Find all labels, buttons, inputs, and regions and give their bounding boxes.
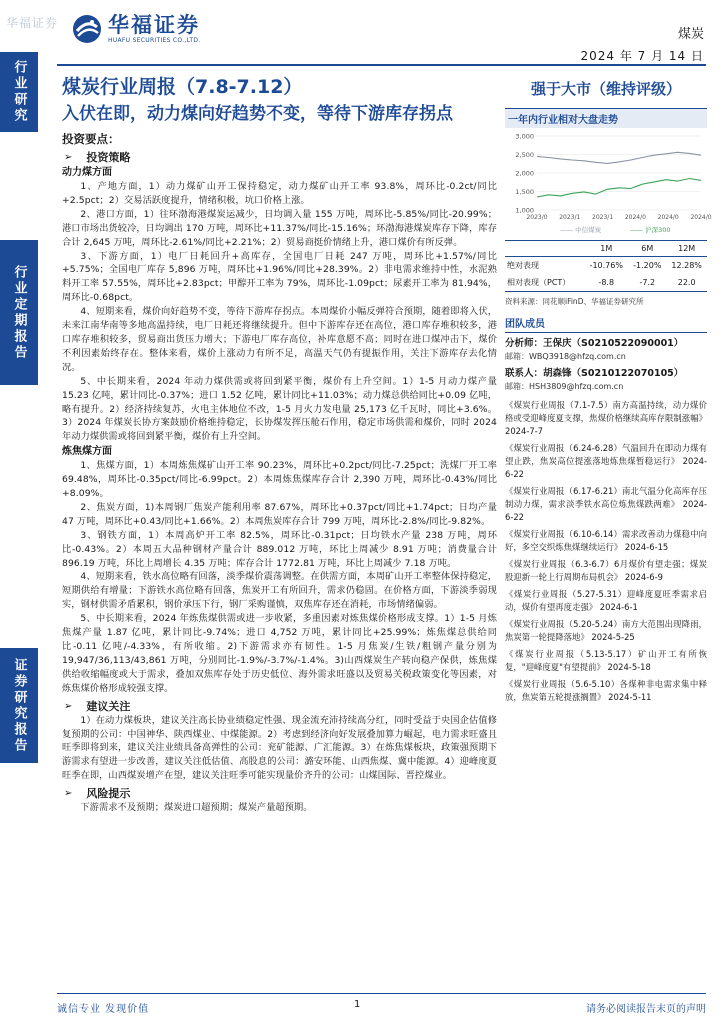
related-reports (505, 399, 707, 704)
related-report-item[interactable]: 《煤炭行业周报（5.27-5.31）迎峰度夏旺季需求启动，煤价有望再度走强》 2024-6-1 (505, 589, 707, 612)
section-heading-suggestion: ➢ 建议关注 (64, 699, 131, 713)
main-content (62, 74, 497, 815)
side-tab-industry-research: 行业研究 (0, 52, 38, 132)
thermal-paragraph: 2、港口方面，1）往环渤海港煤炭运减少，日均调入量 155 万吨，周环比-5.85%/同比-20.99%；港口市场出货较冷，日均调出 170 万吨，周环比+11.37%/同比-15.16%；环渤海港煤炭库存下降，库存合计 2,645 万吨，周环比-2.61%/同比+2.21%；2）贸易商挺价情绪上升，港口煤价有所反弹。 (62, 208, 497, 248)
legend-entry: —— 中信煤炭 (560, 226, 602, 234)
related-report-item[interactable]: 《煤炭行业周报（6.24-6.28）气温回升在即动力煤有望止跌，焦炭高位提涨落地炼焦煤暂稳运行》 2024-6-22 (505, 443, 707, 479)
side-tab-periodic-report: 行业定期报告 (0, 240, 38, 385)
table-header (505, 241, 584, 257)
thermal-paragraph: 1、产地方面，1）动力煤矿山开工保持稳定，动力煤矿山开工率 93.8%，周环比-0.2ct/同比+2.5pct；2）交易活跃度提升，情绪积极，坑口价格上涨。 (62, 181, 497, 206)
related-report-item[interactable]: 《煤炭行业周报（5.6-5.10）各煤种非电需求集中释放，焦炭第五轮提涨搁置》 2024-5-11 (505, 679, 707, 702)
arrow-icon: ➢ (64, 788, 73, 800)
rating-label: 强于大市（维持评级） (530, 80, 681, 98)
x-tick-label: 2023/1 (592, 214, 614, 221)
side-tab-securities-report: 证券研究报告 (0, 648, 38, 763)
table-cell: 绝对表现 (507, 261, 539, 270)
table-cell: -8.8 (584, 274, 628, 292)
table-header: 1M (584, 241, 628, 257)
coking-coal-heading: 炼焦煤方面 (62, 446, 112, 458)
investment-highlights-label: 投资要点： (62, 132, 120, 146)
table-row (505, 257, 707, 275)
related-report-item[interactable]: 《煤炭行业周报（7.1-7.5）南方高温持续，动力煤价格或受迎峰度夏支撑，焦煤价格继续高库存限制涨幅》 2024-7-7 (505, 400, 707, 436)
company-logo (72, 13, 201, 44)
thermal-paragraph: 4、短期来看，煤价向好趋势不变，等待下游库存拐点。本周煤价小幅反弹符合预期，随着即将入伏，未来江南华南等多地高温持续，电厂日耗还将继续提升。但中下游库存还在高位，港口库存堆积较多，港口库存堆积较多，贸易商出货压力增大；下游电厂库存高位，补库意愿不高；同时在进口煤冲击下，煤价不利因素始终存在。整体来看，煤价上涨动力有所不足，高温天气仍有提振作用，关注下游库存去化情况。 (62, 306, 497, 373)
related-report-item[interactable]: 《煤炭行业周报（6.3-6.7）6月煤价有望走强；煤炭股迎新一轮上行周期布局机会》 2024-6-9 (505, 559, 707, 582)
series-line (537, 152, 701, 163)
y-tick-label: 2,500 (515, 151, 534, 159)
section-heading-risk: ➢ 风险提示 (64, 787, 131, 801)
related-report-item[interactable]: 《煤炭行业周报（6.10-6.14）需求改善动力煤稳中向好，多空交织炼焦煤继续运行》 2024-6-15 (505, 529, 707, 552)
sidebar (505, 74, 712, 708)
coking-paragraph: 3、钢铁方面，1）本周高炉开工率 82.5%，周环比-0.31pct；日均铁水产量 238 万吨，周环比-0.43%。2）本周五大品种钢材产量合计 889.012 万吨，环比上周减少 8.91 万吨；消费量合计 896.19 万吨，环比上周增长 4.35 万吨；库存合计 1772.81 万吨，环比上周减少 7.18 万吨。 (62, 529, 497, 569)
table-cell: -10.76% (589, 261, 623, 270)
related-report-item[interactable]: 《煤炭行业周报（5.20-5.24）南方大范围出现降雨，焦炭第一轮提降落地》 2024-5-25 (505, 619, 707, 642)
y-tick-label: 2,000 (515, 169, 534, 178)
thermal-paragraph: 5、中长期来看，2024 年动力煤供需或将回到紧平衡，煤价有上升空间。1）1-5 月动力煤产量 15.23 亿吨，累计同比-0.37%；进口 1.52 亿吨，累计同比+11.03%；动力煤总供给同比+0.09 亿吨，略有提升。2）经济持续复苏，火电主体地位不改，1-5 月火力发电量 25,173 亿千瓦时，同比+3.6%。3）2024 年煤炭长协方案鼓励价格维持稳定，长协煤发挥压舱石作用，稳定市场供需和煤价，同时 2024 年动力煤供需或将回到紧平衡，煤价有上升空间。 (62, 375, 497, 443)
contact-email[interactable]: HSH3809@hfzq.com.cn (529, 382, 624, 391)
coking-paragraph: 4、短期来看，铁水高位略有回落，淡季煤价震荡调整。在供需方面，本周矿山开工率整体保持稳定，短期供给有增量；下游铁水高位略有回落，焦炭开工有所回升，需求仍稳固。在价格方面，下游淡季弱现实，钢材供需矛盾累积，钢价承压下行，钢厂采购谨慎，双焦库存还在消耗，市场情绪偏弱。 (62, 571, 497, 611)
table-cell: -1.20% (633, 261, 662, 270)
coking-paragraph: 1、焦煤方面，1）本周炼焦煤矿山开工率 90.23%，周环比+0.2pct/同比-7.25pct；洗煤厂开工率 69.48%，周环比-0.35pct/同比-6.99pct。2）本周炼焦煤库存合计 2,390 万吨，周环比-0.43%/同比+8.09%。 (62, 460, 497, 500)
relative-performance-title: 一年内行业相对大盘走势 (505, 108, 707, 128)
logo-name-en: HUAFU SECURITIES CO.,LTD. (108, 37, 201, 44)
analyst-email[interactable]: WBQ3918@hfzq.com.cn (529, 352, 626, 361)
report-date: 2024 年 7 月 14 日 (580, 49, 704, 63)
table-cell: 22.0 (666, 274, 707, 292)
risk-paragraph: 下游需求不及预期；煤炭进口超预期；煤炭产量超预期。 (80, 802, 313, 814)
x-tick-label: 2024/0 (690, 214, 712, 221)
page-number: 1 (354, 999, 361, 1010)
table-cell: 相对表现（PCT） (505, 274, 584, 292)
related-report-item[interactable]: 《煤炭行业周报（5.13-5.17）矿山开工有所恢复，"迎峰度夏"有望提前》 2024-5-18 (505, 649, 707, 672)
report-subtitle: 入伏在即，动力煤向好趋势不变，等待下游库存拐点 (62, 104, 453, 124)
performance-chart-svg (505, 128, 712, 238)
y-tick-label: 3,000 (515, 132, 534, 141)
analyst-entry: 分析师：王保庆（S0210522090001） 邮箱：WBQ3918@hfzq.com.cn (505, 338, 684, 361)
table-header: 12M (666, 241, 707, 257)
footer-slogan: 诚信专业 发现价值 (57, 1004, 150, 1015)
series-line (537, 179, 701, 198)
related-report-item[interactable]: 《煤炭行业周报（6.17-6.21）南北气温分化高库存压制动力煤，需求淡季铁水高位炼焦煤跌两难》 2024-6-22 (505, 486, 707, 522)
watermark: 华福证券 (6, 16, 59, 30)
coking-paragraph: 5、中长期来看，2024 年炼焦煤供需或进一步收紧，多重因素对炼焦煤价格形成支撑。1）1-5 月炼焦煤产量 1.87 亿吨，累计同比-9.74%；进口 4,752 万吨，累计同比+25.99%；炼焦煤总供给同比-0.11 亿吨/-4.33%，有所收缩。2)下游需求亦有韧性。1-5 月焦炭/生铁/粗钢产量分别为 19,947/36,113/43,861 万吨，分别同比-1.9%/-3.7%/-1.4%。3)山西煤炭生产转向稳产保供，炼焦煤供给收缩幅度或大于需求，叠加双焦库存处于历史低位、海外需求旺盛以及贸易关税政策变化等因素，对炼焦煤价格形成较强支撑。 (62, 613, 497, 694)
logo-name-cn: 华福证券 (108, 13, 200, 37)
y-tick-label: 1,000 (515, 206, 534, 215)
table-row (505, 274, 707, 292)
x-tick-label: 2024/0 (657, 214, 679, 221)
y-tick-label: 1,500 (515, 188, 534, 196)
report-title: 煤炭行业周报（7.8-7.12） (62, 76, 303, 98)
team-heading: 团队成员 (505, 315, 707, 333)
table-header: 6M (628, 241, 666, 257)
performance-table (505, 240, 707, 292)
x-tick-label: 2023/1 (559, 214, 581, 221)
x-tick-label: 2023/0 (526, 214, 548, 221)
data-source: 资料来源：同花顺iFinD、华福证券研究所 (505, 297, 644, 306)
arrow-icon: ➢ (64, 152, 73, 163)
arrow-icon: ➢ (64, 700, 73, 712)
thermal-paragraph: 3、下游方面，1）电厂日耗回升+高库存，全国电厂日耗 247 万吨，周环比+1.57%/同比+5.75%；全国电厂库存 5,896 万吨，周环比+1.96%/同比+28.39%。2）非电需求维持中性，水泥熟料开工率 57.55%，周环比+2.83pct；甲醇开工率为 79%，周环比-1.09pct；尿素开工率为 81.94%，周环比-0.68pct。 (62, 250, 497, 304)
suggestion-paragraph: 1）在动力煤板块，建议关注高长协业绩稳定性强、现金流充沛持续高分红，同时受益于央国企估值修复预期的公司：中国神华、陕西煤业、中煤能源。2）考虑到经济向好发展叠加算力崛起，电力需求旺盛且旺季即将到来，建议关注业绩具备高弹性的公司：兖矿能源、广汇能源。3）在炼焦煤板块，政策强预期下游需求有望进一步改善，建议关注低估值、高股息的公司：潞安环能、山西焦煤、冀中能源。4）迎峰度夏旺季在即，山西煤炭增产在望，建议关注旺季可能实现量价齐升的公司：山煤国际、晋控煤业。 (62, 714, 497, 782)
x-tick-label: 2024/0 (624, 214, 646, 221)
legend-entry: —— 沪深300 (630, 226, 671, 234)
table-cell: -7.2 (628, 274, 666, 292)
logo-icon (72, 14, 102, 44)
section-heading-strategy: ➢ 投资策略 (64, 151, 131, 164)
header-divider (57, 64, 706, 66)
industry-tag: 煤炭 (677, 27, 704, 42)
footer-divider (57, 993, 706, 994)
footer-disclaimer: 请务必阅读报告末页的声明 (586, 1004, 706, 1015)
coking-paragraph: 2、焦炭方面，1)本周钢厂焦炭产能利用率 87.67%，周环比+0.37pct/同比+1.74pct；日均产量 47 万吨，周环比+0.43/同比+1.66%。2）本周焦炭库存合计 799 万吨，周环比-2.8%/同比-9.82%。 (62, 501, 497, 527)
relative-performance-chart (505, 128, 712, 238)
contact-entry: 联系人：胡森锋（S0210122070105） 邮箱：HSH3809@hfzq.com.cn (505, 368, 684, 391)
table-cell: 12.28% (671, 261, 702, 270)
thermal-coal-heading: 动力煤方面 (62, 167, 112, 178)
